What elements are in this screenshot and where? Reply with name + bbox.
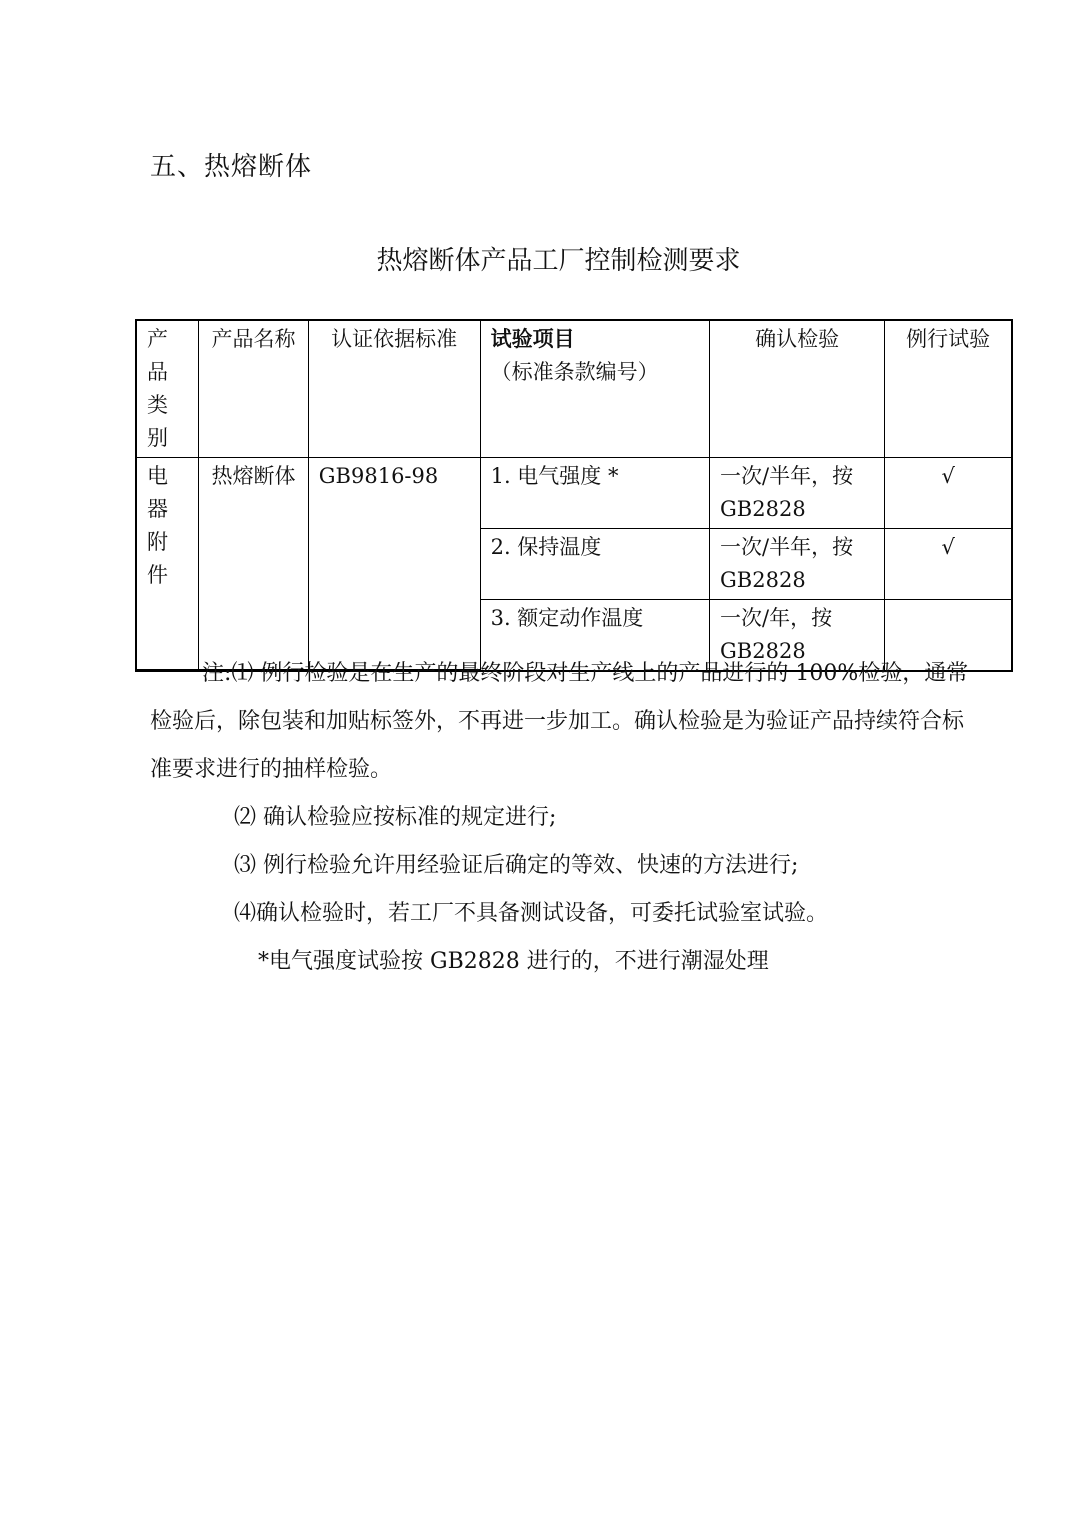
- header-confirmation-test: 确认检验: [710, 321, 885, 458]
- header-standard: 认证依据标准: [309, 321, 481, 458]
- table-header-row: [137, 321, 1011, 458]
- cell-standard: GB9816-98: [309, 458, 481, 670]
- inspection-table-wrapper: [135, 319, 1013, 672]
- cell-product-name: 热熔断体: [199, 458, 309, 670]
- cell-routine: √: [885, 529, 1011, 600]
- header-product-name: 产品名称: [199, 321, 309, 458]
- note-1: 注:⑴ 例行检验是在生产的最终阶段对生产线上的产品进行的 100%检验，通常检验后，除包装和加贴标签外，不再进一步加工。确认检验是为验证产品持续符合标准要求进行的抽样检验。: [150, 661, 969, 782]
- header-routine-test: 例行试验: [885, 321, 1011, 458]
- cell-routine: √: [885, 458, 1011, 529]
- cell-confirmation: 一次/半年，按 GB2828: [710, 458, 885, 529]
- header-test-item: [481, 321, 710, 458]
- notes-section: [150, 650, 980, 986]
- header-category: 产品类别: [137, 321, 199, 458]
- section-heading: 五、热熔断体: [150, 152, 313, 182]
- cell-test-item: 2. 保持温度: [481, 529, 710, 600]
- cell-confirmation: 一次/年，按 GB2828: [710, 600, 885, 670]
- table-row: [137, 458, 1011, 529]
- note-5: *电气强度试验按 GB2828 进行的，不进行潮湿处理: [258, 949, 769, 974]
- note-4: ⑷确认检验时，若工厂不具备测试设备，可委托试验室试验。: [234, 901, 829, 926]
- note-3: ⑶ 例行检验允许用经验证后确定的等效、快速的方法进行;: [234, 853, 799, 878]
- header-test-item-subtitle: （标准条款编号）: [490, 360, 659, 384]
- document-title: 热熔断体产品工厂控制检测要求: [376, 246, 741, 276]
- note-2: ⑵ 确认检验应按标准的规定进行;: [234, 805, 557, 830]
- cell-confirmation: 一次/半年，按 GB2828: [710, 529, 885, 600]
- inspection-requirements-table: [135, 319, 1013, 672]
- cell-test-item: 1. 电气强度 *: [481, 458, 710, 529]
- cell-category: 电器附件: [137, 458, 199, 670]
- header-test-item-title: 试验项目: [490, 327, 575, 351]
- cell-test-item: 3. 额定动作温度: [481, 600, 710, 670]
